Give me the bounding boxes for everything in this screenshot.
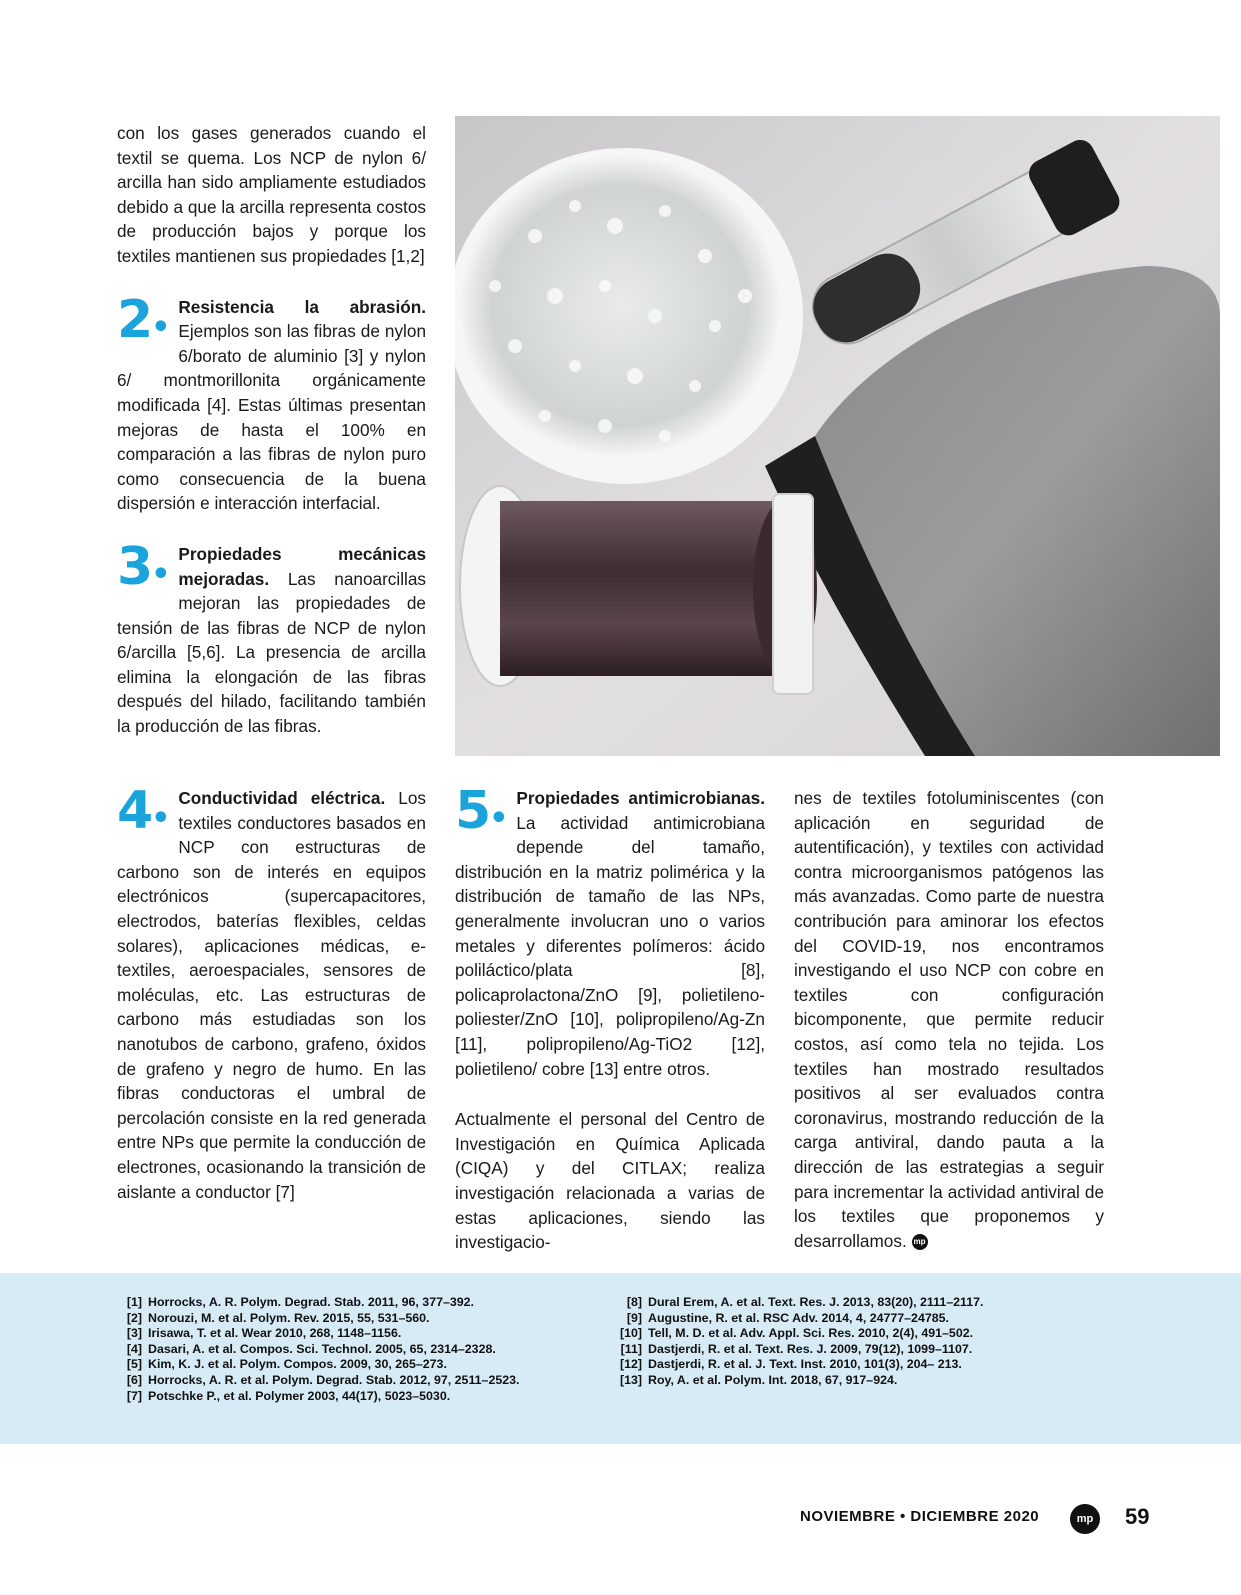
column-1-bottom bbox=[117, 781, 426, 1204]
references-right bbox=[614, 1295, 983, 1389]
reference-item: [13] Roy, A. et al. Polym. Int. 2018, 67, 917–924. bbox=[619, 1372, 898, 1387]
reference-item: [2] Norouzi, M. et al. Polym. Rev. 2015, 55, 531–560. bbox=[126, 1310, 430, 1325]
references-left bbox=[114, 1295, 519, 1404]
column-3 bbox=[794, 786, 1104, 1253]
reference-item: [1] Horrocks, A. R. Polym. Degrad. Stab. 2011, 96, 377–392. bbox=[126, 1295, 474, 1309]
section-heading: Conductividad eléctrica. bbox=[178, 788, 386, 808]
reference-item: [5] Kim, K. J. et al. Polym. Compos. 2009, 30, 265–273. bbox=[126, 1357, 447, 1372]
issue-date: NOVIEMBRE • DICIEMBRE 2020 bbox=[800, 1508, 1040, 1525]
reference-item: [6] Horrocks, A. R. et al. Polym. Degrad. Stab. 2012, 97, 2511–2523. bbox=[126, 1372, 520, 1387]
section-5 bbox=[455, 781, 765, 1081]
closing-paragraph: nes de textiles fotoluminiscentes (con aplicación en seguridad de autentificación), y textiles con actividad contra microorganismos patógenos las más avanzadas. Como parte de nuestra contribución para aminorar los efectos del COVID-19, nos encontramos investigando el uso NCP con cobre en textiles con configuración bicomponente, que permite reducir costos, así como tela no tejida. Los textiles han mostrado resultados positivos al ser evaluados contra coronavirus, mostrando reducción de la carga antiviral, dando pauta a la dirección de las estrategias a seguir para incrementar la actividad antiviral de los textiles que proponemos y desarrollamos. mp bbox=[794, 788, 1104, 1251]
product-photo bbox=[455, 116, 1220, 756]
reference-item: [12] Dastjerdi, R. et al. J. Text. Inst. 2010, 101(3), 204– 213. bbox=[619, 1357, 962, 1372]
section-number: 3• bbox=[117, 536, 169, 597]
ciqa-paragraph: Actualmente el personal del Centro de Investigación en Química Aplicada (CIQA) y del CITLAX; realiza investigación relacionada a varias de estas aplicaciones, siendo las investigacio- bbox=[455, 1109, 765, 1253]
reference-item: [10] Tell, M. D. et al. Adv. Appl. Sci. Res. 2010, 2(4), 491–502. bbox=[619, 1326, 974, 1341]
reference-item: [3] Irisawa, T. et al. Wear 2010, 268, 1148–1156. bbox=[126, 1326, 402, 1341]
mp-logo-icon: mp bbox=[1070, 1504, 1100, 1534]
section-2 bbox=[117, 289, 426, 516]
section-text: Ejemplos son las fibras de nylon 6/borato de aluminio [3] y nylon 6/ montmorillonita orgánicamente modificada [4]. Estas últimas presentan mejoras de hasta el 100% en comparación a las fibras de nylon puro como consecuencia de la buena dispersión e interacción interfacial. bbox=[117, 321, 426, 514]
section-4 bbox=[117, 781, 426, 1204]
section-heading: Propiedades mecánicas mejoradas. bbox=[178, 543, 426, 589]
section-number: 4• bbox=[117, 781, 169, 841]
section-number: 2• bbox=[117, 289, 169, 350]
reference-item: [7] Potschke P., et al. Polymer 2003, 44(17), 5023–5030. bbox=[126, 1388, 451, 1403]
section-text: Las nanoarcillas mejoran las propiedades de tensión de las fibras de NCP de nylon 6/arcilla [5,6]. La presencia de arcilla elimina la elongación de las fibras después del hilado, facilitando también la producción de las fibras. bbox=[117, 568, 426, 737]
mp-end-icon: mp bbox=[912, 1234, 928, 1250]
column-1 bbox=[117, 121, 426, 739]
reference-item: [8] Dural Erem, A. et al. Text. Res. J. 2013, 83(20), 2111–2117. bbox=[626, 1295, 984, 1309]
reference-item: [11] Dastjerdi, R. et al. Text. Res. J. 2009, 79(12), 1099–1107. bbox=[620, 1341, 973, 1356]
section-heading: Propiedades antimicrobianas. bbox=[516, 788, 765, 808]
page-number: 59 bbox=[1125, 1504, 1150, 1529]
section-number: 5• bbox=[455, 781, 507, 841]
intro-paragraph: con los gases generados cuando el textil se quema. Los NCP de nylon 6/ arcilla han sido ampliamente estudiados debido a que la arcilla representa costos de producción bajos y porque los textiles mantienen sus propiedades [1,2] bbox=[117, 123, 426, 266]
reference-item: [4] Dasari, A. et al. Compos. Sci. Technol. 2005, 65, 2314–2328. bbox=[126, 1341, 496, 1356]
column-2 bbox=[455, 781, 765, 1255]
section-text: La actividad antimicrobiana depende del tamaño, distribución en la matriz polimérica y la distribución de tamaño de las NPs, generalmente involucran uno o varios metales y diferentes polímeros: ácido poliláctico/plata [8], policaprolactona/ZnO [9], polietileno-poliester/ZnO [10], polipropileno/Ag-Zn [11], polipropileno/Ag-TiO2 [12], polietileno/ cobre [13] entre otros. bbox=[455, 812, 765, 1079]
section-3 bbox=[117, 536, 426, 739]
reference-item: [9] Augustine, R. et al. RSC Adv. 2014, 4, 24777–24785. bbox=[626, 1310, 949, 1325]
references-section bbox=[0, 1273, 1241, 1444]
section-text: Los textiles conductores basados en NCP con estructuras de carbono son de interés en equipos electrónicos (supercapacitores, electrodos, baterías flexibles, celdas solares), aplicaciones médicas, e-textiles, aeroespaciales, sensores de moléculas, etc. Las estructuras de carbono más estudiadas son los nanotubos de carbono, grafeno, óxidos de grafeno y negro de humo. En las fibras conductoras el umbral de percolación consiste en la red generada entre NPs que permite la conducción de electrones, ocasionando la transición de aislante a conductor [7] bbox=[117, 788, 426, 1202]
section-heading: Resistencia la abrasión. bbox=[178, 296, 426, 317]
